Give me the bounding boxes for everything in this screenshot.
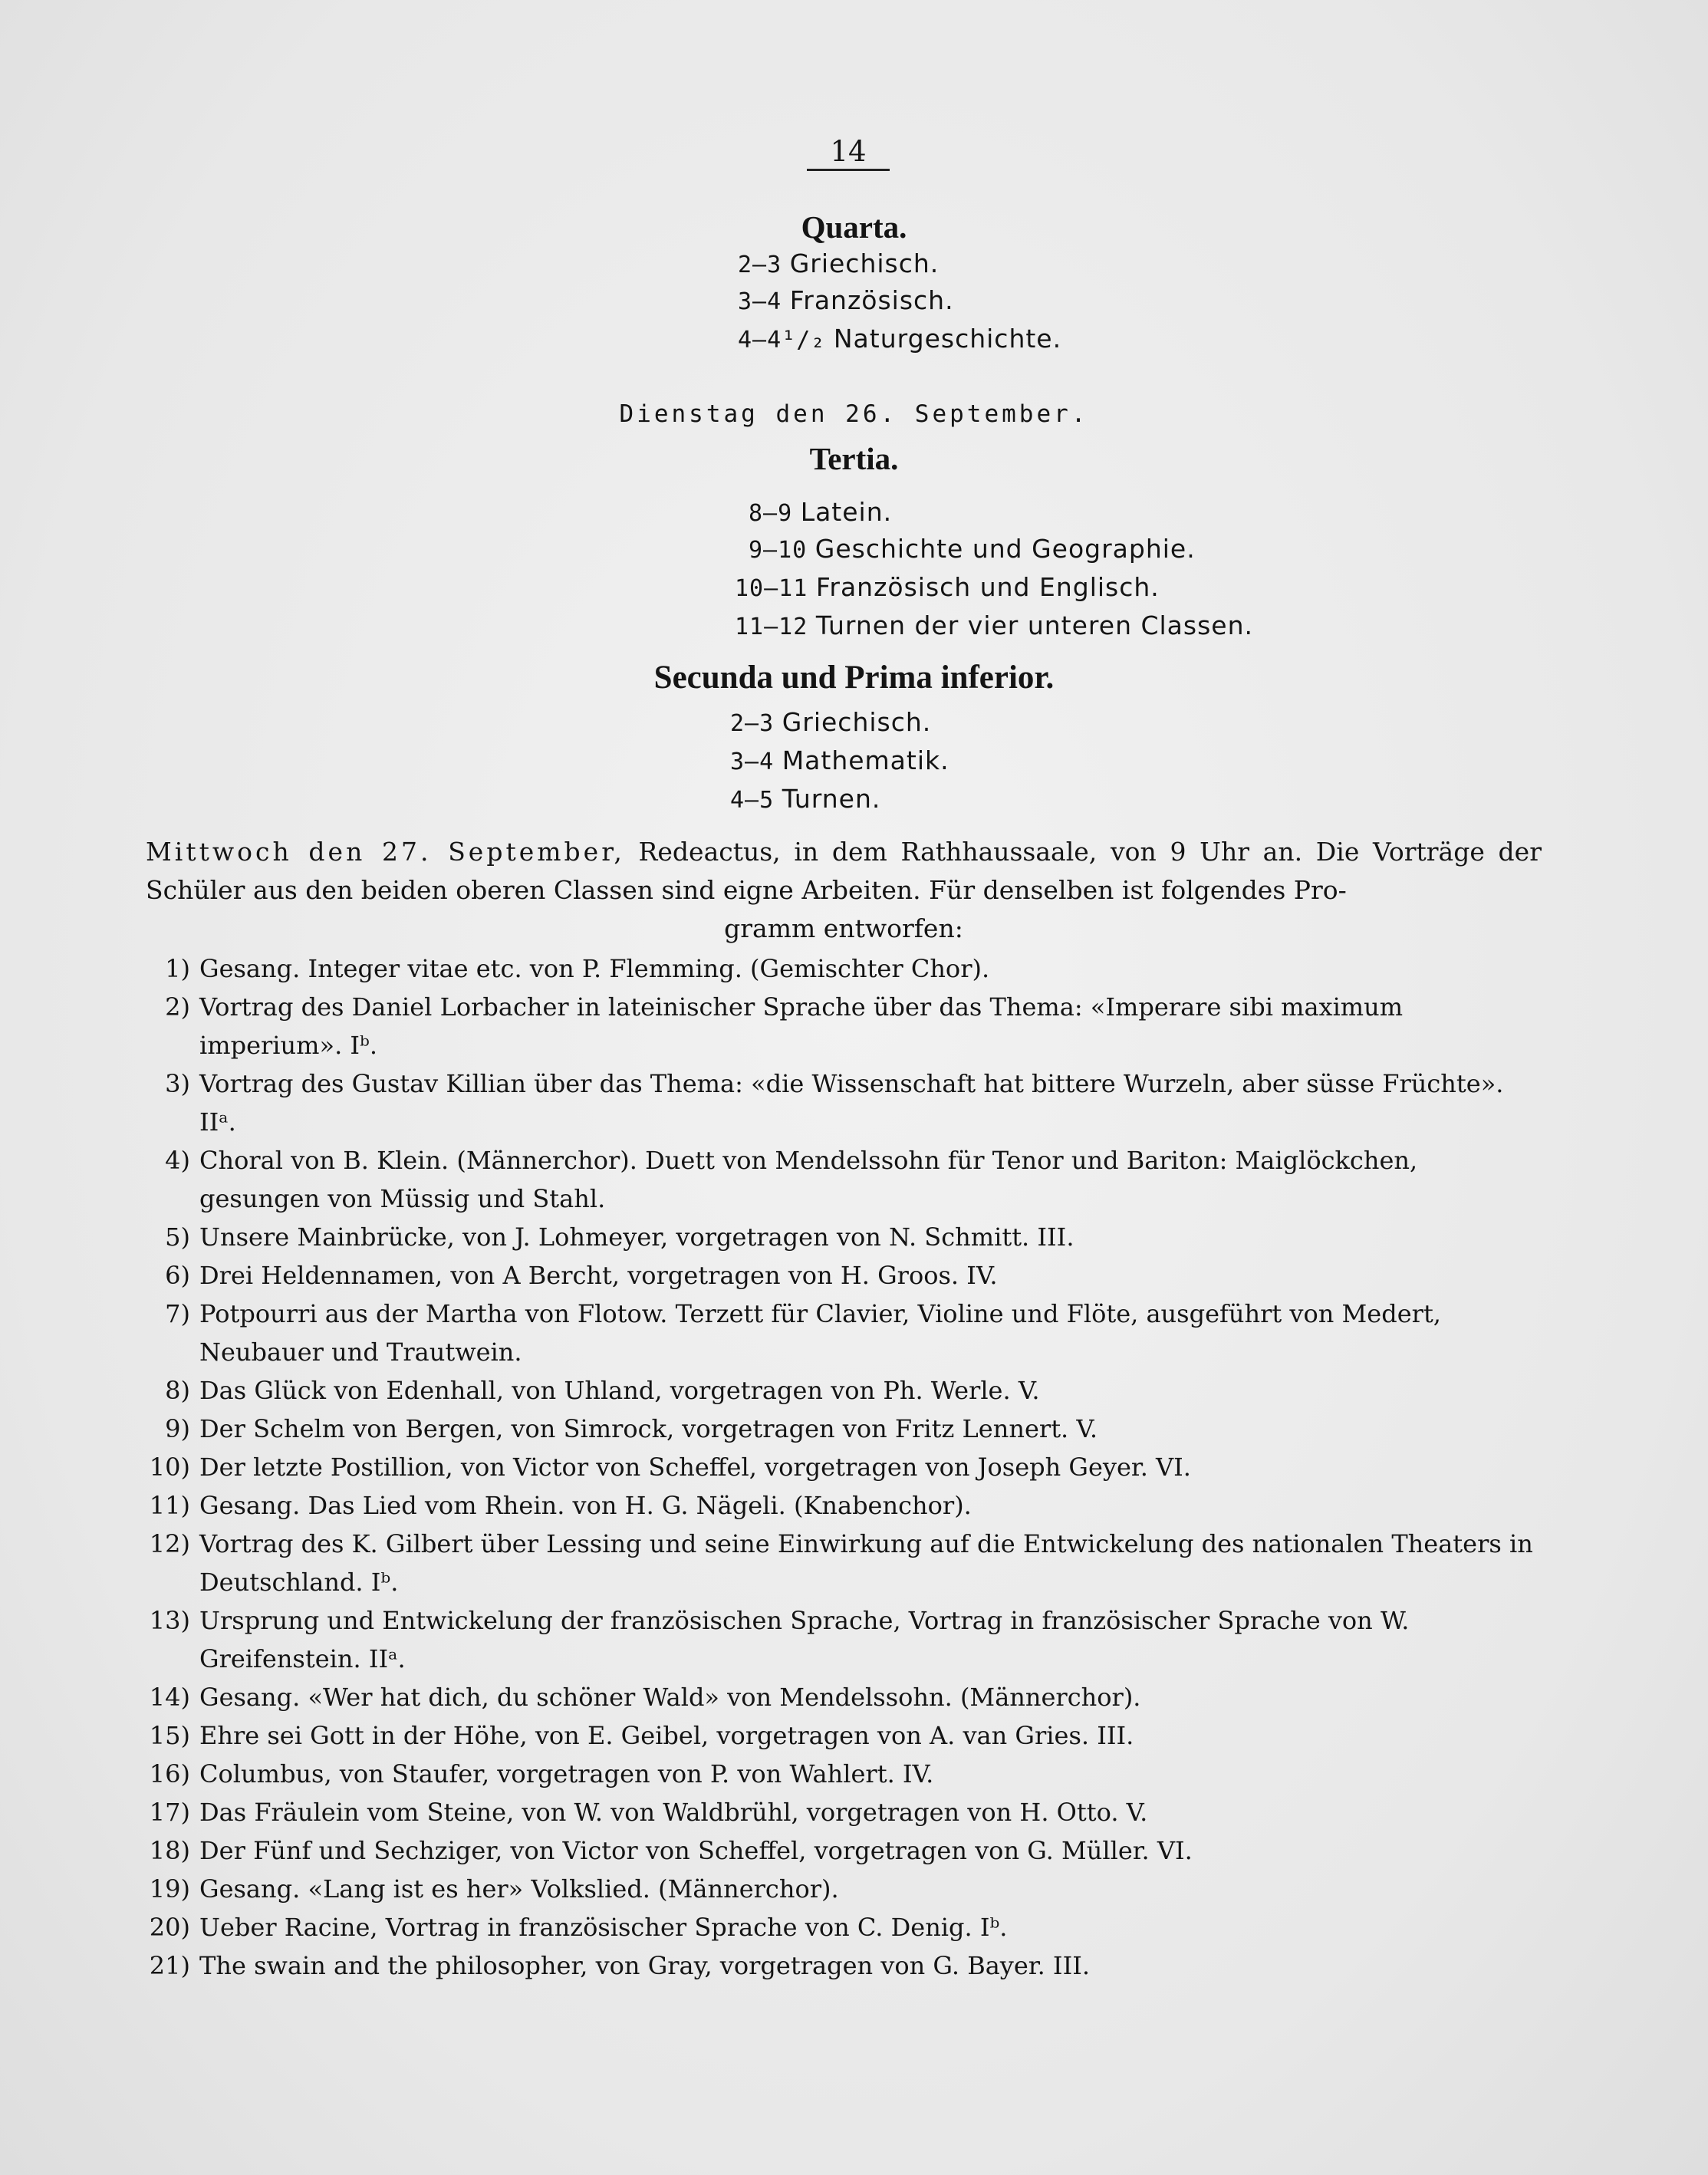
schedule-row	[735, 569, 1160, 607]
list-item	[132, 1371, 1543, 1410]
schedule-time: 11—12	[735, 614, 808, 640]
item-number: 5)	[165, 1222, 190, 1252]
schedule-subject: Griechisch.	[789, 248, 940, 278]
list-item	[132, 1793, 1543, 1831]
tertia-heading: Tertia.	[809, 441, 899, 476]
item-number: 21)	[149, 1951, 190, 1980]
list-item	[132, 1410, 1543, 1448]
item-number: 2)	[165, 992, 190, 1022]
item-text: Der Schelm von Bergen, von Simrock, vorgetragen von Fritz Lennert. V.	[199, 1414, 1098, 1443]
schedule-time: 10—11	[735, 575, 808, 602]
schedule-row	[749, 494, 892, 532]
schedule-time: 2—3	[730, 710, 775, 737]
list-item	[132, 1716, 1543, 1755]
intro-text: Redeactus, in dem Rathhaussaale, von 9 Uhr an. Die Vorträge der Schüler aus den beiden oberen Classen sind eigne Arbeiten. Für denselben ist folgendes Pro-	[146, 837, 1542, 905]
schedule-row	[735, 607, 1253, 646]
item-text: Gesang. Das Lied vom Rhein. von H. G. Nägeli. (Knabenchor).	[199, 1491, 972, 1520]
list-item	[132, 1946, 1543, 1985]
item-text: Das Fräulein vom Steine, von W. von Waldbrühl, vorgetragen von H. Otto. V.	[199, 1798, 1148, 1827]
item-number: 12)	[149, 1529, 190, 1558]
schedule-time: 3—4	[738, 288, 782, 315]
secunda-heading: Secunda und Prima inferior.	[653, 660, 1055, 696]
item-number: 3)	[165, 1069, 190, 1098]
schedule-time: 2—3	[738, 252, 782, 278]
list-item	[132, 1256, 1543, 1295]
item-number: 16)	[149, 1759, 190, 1788]
item-text: Drei Heldennamen, von A Bercht, vorgetragen von H. Groos. IV.	[199, 1261, 998, 1290]
schedule-subject: Turnen.	[782, 784, 881, 814]
schedule-subject: Griechisch.	[782, 707, 932, 737]
item-text: Der Fünf und Sechziger, von Victor von Scheffel, vorgetragen von G. Müller. VI.	[199, 1836, 1193, 1865]
list-item	[132, 1678, 1543, 1716]
item-text: Gesang. «Wer hat dich, du schöner Wald» von Mendelssohn. (Männerchor).	[199, 1683, 1141, 1712]
list-item	[132, 988, 1543, 1064]
schedule-subject: Französisch und Englisch.	[815, 572, 1160, 602]
item-number: 9)	[165, 1414, 190, 1443]
item-text: Vortrag des Daniel Lorbacher in lateinischer Sprache über das Thema: «Imperare sibi maximum imperium». Iᵇ.	[199, 992, 1404, 1060]
item-number: 6)	[165, 1261, 190, 1290]
schedule-time: 9—10	[749, 537, 808, 564]
schedule-row	[738, 321, 1061, 359]
schedule-row	[730, 704, 931, 742]
item-number: 17)	[149, 1798, 190, 1827]
item-number: 8)	[165, 1376, 190, 1405]
item-number: 14)	[149, 1683, 190, 1712]
item-text: Potpourri aus der Martha von Flotow. Terzett für Clavier, Violine und Flöte, ausgeführt von Medert, Neubauer und Trautwein.	[199, 1299, 1441, 1367]
list-item	[132, 1295, 1543, 1371]
list-item	[132, 1525, 1543, 1601]
item-text: Vortrag des K. Gilbert über Lessing und seine Einwirkung auf die Entwickelung des nationalen Theaters in Deutschland. Iᵇ.	[199, 1529, 1533, 1597]
day-heading-dienstag: Dienstag den 26. September.	[619, 400, 1089, 428]
item-number: 1)	[165, 954, 190, 983]
schedule-row	[738, 282, 954, 321]
item-text: Columbus, von Staufer, vorgetragen von P. von Wahlert. IV.	[199, 1759, 934, 1788]
list-item	[132, 1870, 1543, 1908]
item-number: 18)	[149, 1836, 190, 1865]
item-text: Unsere Mainbrücke, von J. Lohmeyer, vorgetragen von N. Schmitt. III.	[199, 1222, 1074, 1252]
list-item	[132, 1141, 1543, 1218]
schedule-subject: Mathematik.	[782, 745, 949, 775]
list-item	[132, 1601, 1543, 1678]
list-item	[132, 1218, 1543, 1256]
schedule-subject: Turnen der vier unteren Classen.	[815, 610, 1253, 640]
list-item	[132, 1064, 1543, 1141]
schedule-subject: Naturgeschichte.	[833, 324, 1062, 354]
item-number: 15)	[149, 1721, 190, 1750]
page-number: 14	[807, 135, 890, 171]
item-number: 20)	[149, 1913, 190, 1942]
schedule-row	[738, 245, 939, 284]
list-item	[132, 949, 1543, 988]
intro-day: Mittwoch den 27. September,	[146, 837, 625, 867]
schedule-time: 3—4	[730, 749, 775, 775]
list-item	[132, 1908, 1543, 1946]
schedule-subject: Latein.	[800, 497, 893, 527]
list-item	[132, 1486, 1543, 1525]
item-number: 7)	[165, 1299, 190, 1328]
item-text: The swain and the philosopher, von Gray, vorgetragen von G. Bayer. III.	[199, 1951, 1091, 1980]
item-text: Der letzte Postillion, von Victor von Scheffel, vorgetragen von Joseph Geyer. VI.	[199, 1453, 1191, 1482]
item-text: Choral von B. Klein. (Männerchor). Duett von Mendelssohn für Tenor und Bariton: Maiglöckchen, gesungen von Müssig und Stahl.	[199, 1146, 1418, 1213]
list-item	[132, 1831, 1543, 1870]
item-number: 10)	[149, 1453, 190, 1482]
redeactus-intro	[146, 833, 1542, 948]
schedule-time: 4—4¹/₂	[738, 327, 826, 354]
schedule-row	[730, 742, 949, 781]
item-text: Ueber Racine, Vortrag in französischer Sprache von C. Denig. Iᵇ.	[199, 1913, 1008, 1942]
item-text: Vortrag des Gustav Killian über das Thema: «die Wissenschaft hat bittere Wurzeln, aber süsse Früchte». IIᵃ.	[199, 1069, 1504, 1137]
list-item	[132, 1448, 1543, 1486]
programme-list	[132, 949, 1543, 1985]
schedule-row	[749, 531, 1196, 569]
intro-last-line: gramm entworfen:	[724, 913, 963, 943]
item-text: Gesang. Integer vitae etc. von P. Flemming. (Gemischter Chor).	[199, 954, 990, 983]
item-text: Ehre sei Gott in der Höhe, von E. Geibel, vorgetragen von A. van Gries. III.	[199, 1721, 1134, 1750]
schedule-subject: Geschichte und Geographie.	[815, 534, 1196, 564]
item-number: 11)	[149, 1491, 190, 1520]
item-text: Gesang. «Lang ist es her» Volkslied. (Männerchor).	[199, 1874, 839, 1904]
quarta-heading: Quarta.	[801, 209, 907, 245]
schedule-time: 8—9	[749, 500, 793, 527]
schedule-row	[730, 781, 880, 819]
item-number: 13)	[149, 1606, 190, 1635]
schedule-subject: Französisch.	[789, 285, 954, 315]
schedule-time: 4—5	[730, 787, 775, 814]
item-number: 19)	[149, 1874, 190, 1904]
item-number: 4)	[165, 1146, 190, 1175]
item-text: Ursprung und Entwickelung der französischen Sprache, Vortrag in französischer Sprache von W. Greifenstein. IIᵃ.	[199, 1606, 1410, 1673]
list-item	[132, 1755, 1543, 1793]
item-text: Das Glück von Edenhall, von Uhland, vorgetragen von Ph. Werle. V.	[199, 1376, 1040, 1405]
